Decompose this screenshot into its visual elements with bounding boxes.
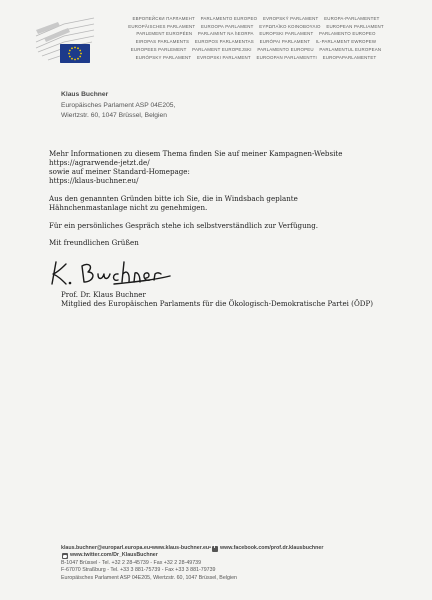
sender-name: Klaus Buchner — [61, 91, 109, 98]
sender-address-line: Europäisches Parlament ASP 04E205, — [61, 101, 176, 109]
letter-body — [49, 140, 409, 256]
body-line: sowie auf meiner Standard-Homepage: — [49, 166, 190, 176]
footer-separator: • — [150, 545, 152, 551]
body-line: Für ein persönliches Gespräch stehe ich selbstverständlich zur Verfügung. — [49, 220, 319, 230]
signature-block — [61, 290, 373, 308]
body-line: Mit freundlichen Grüßen — [49, 238, 139, 248]
footer-separator: • — [209, 545, 211, 551]
footer-address: Europäisches Parlament ASP 04E205, Wiertzstr. 60, 1047 Brüssel, Belgien — [61, 574, 237, 581]
signer-name: Prof. Dr. Klaus Buchner — [61, 290, 146, 299]
signer-role: Mitglied des Europäischen Parlaments für die Ökologisch-Demokratische Partei (ÖDP) — [61, 299, 373, 309]
footer-twitter-row — [61, 552, 391, 559]
footer-website[interactable]: www.klaus-buchner.eu — [151, 545, 210, 551]
footer-twitter[interactable]: www.twitter.com/Dr_KlausBuchner — [70, 552, 158, 559]
sender-address-line: Wiertzstr. 60, 1047 Brüssel, Belgien — [61, 112, 167, 119]
handwritten-signature — [44, 258, 174, 288]
body-line: Aus den genannten Gründen bitte ich Sie, die in Windsbach geplante — [49, 193, 298, 203]
footer-brussels: B-1047 Brüssel - Tel. +32 2 28-45739 - Fax +32 2 28-49739 — [61, 559, 202, 566]
body-line: Mehr Informationen zu diesem Thema finden Sie auf meiner Kampagnen-Website — [49, 148, 343, 158]
footer-email[interactable]: klaus.buchner@europarl.europa.eu — [61, 545, 151, 551]
campaign-website-link[interactable]: https://agrarwende-jetzt.de/ — [49, 157, 150, 167]
parliament-names-row: EUROPEES PARLEMENT PARLAMENT EUROPEJSKI PARLAMENTO EUROPEU PARLAMENTUL EUROPEAN — [130, 46, 382, 52]
parliament-names-block — [96, 15, 416, 61]
parliament-names-row: EUROPÄISCHES PARLAMENT EUROOPA PARLAMENT ΕΥΡΩΠΑΪΚΟ ΚΟΙΝΟΒΟΥΛΙΟ EUROPEAN PARLIAMENT — [128, 23, 384, 29]
parliament-names-row: PARLEMENT EUROPÉEN PARLAIMINT NA hEORPA EUROPSKI PARLAMENT PARLAMENTO EUROPEO — [136, 31, 376, 37]
facebook-icon — [212, 546, 218, 552]
homepage-link[interactable]: https://klaus-buchner.eu/ — [49, 176, 139, 186]
parliament-names-row: EIROPAS PARLAMENTS EUROPOS PARLAMENTAS EURÓPAI PARLAMENT IL-PARLAMENT EWROPEW — [135, 39, 377, 45]
letter-footer — [61, 545, 391, 582]
body-line: Hähnchenmastanlage nicht zu genehmigen. — [49, 203, 208, 213]
parliament-names-row: ЕВРОПЕЙСКИ ПАРЛАМЕНТ PARLAMENTO EUROPEO EVROPSKÝ PARLAMENT EUROPA-PARLAMENTET — [132, 16, 380, 21]
eu-flag-icon — [60, 44, 90, 63]
footer-facebook[interactable]: www.facebook.com/prof.dr.klausbuchner — [219, 545, 324, 551]
twitter-icon — [62, 553, 68, 559]
footer-strasbourg: F-67070 Straßburg - Tel. +33 3 881-75739 - Fax +33 3 881-79739 — [61, 567, 216, 574]
sender-address — [61, 90, 175, 122]
footer-contact-row — [61, 545, 391, 552]
parliament-names-row: EURÓPSKY PARLAMENT EVROPSKI PARLAMENT EUROOPAN PARLAMENTTI EUROPAPARLAMENTET — [135, 54, 377, 60]
